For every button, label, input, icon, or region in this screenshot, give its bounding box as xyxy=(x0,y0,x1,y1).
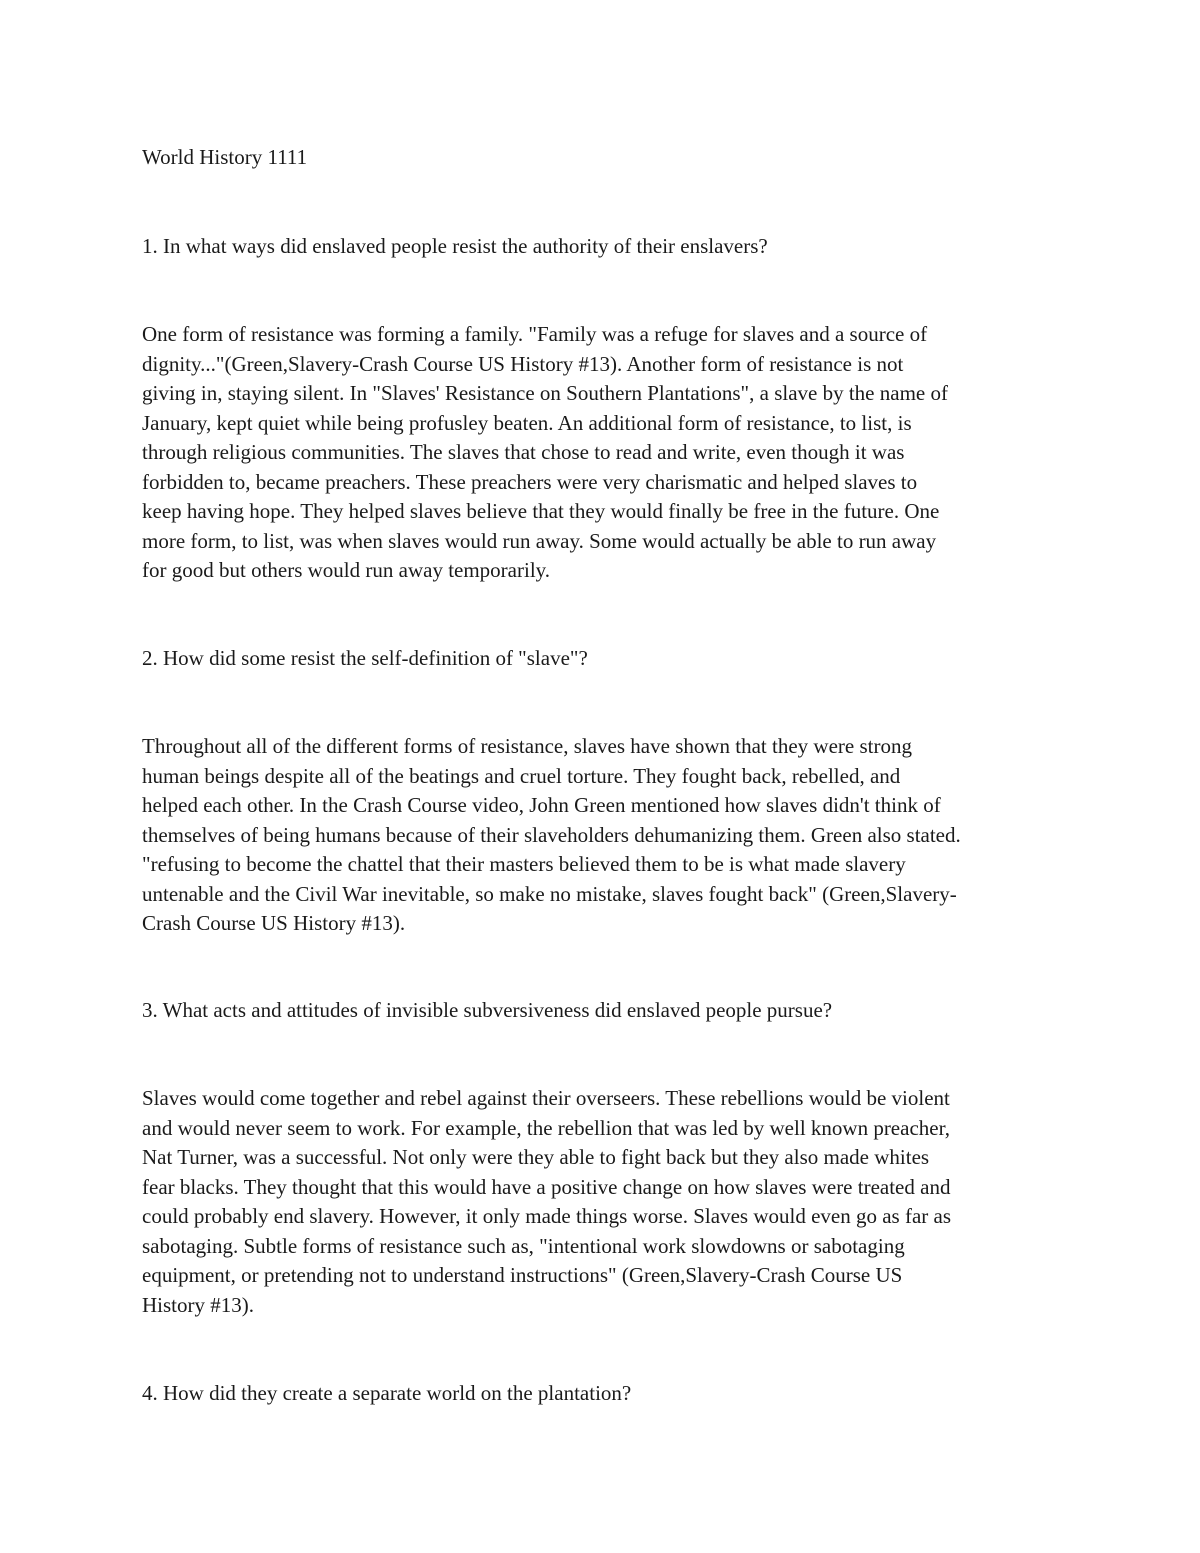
question-3: 3. What acts and attitudes of invisible subversiveness did enslaved people pursue? xyxy=(142,998,833,1022)
question-2: 2. How did some resist the self-definition of "slave"? xyxy=(142,646,588,670)
answer-2: Throughout all of the different forms of resistance, slaves have shown that they were strong human beings despite all of the beatings and cruel torture. They fought back, rebelled, and helped each other. In the Crash Course video, John Green mentioned how slaves didn't think of themselves of being humans because of their slaveholders dehumanizing them. Green also stated. "refusing to become the chattel that their masters believed them to be is what made slavery untenable and the Civil War inevitable, so make no mistake, slaves fought back" (Green,Slavery- Crash Course US History #13). xyxy=(142,734,961,935)
question-1: 1. In what ways did enslaved people resist the authority of their enslavers? xyxy=(142,234,768,258)
question-4: 4. How did they create a separate world on the plantation? xyxy=(142,1381,632,1405)
document-title: World History 1111 xyxy=(142,145,308,169)
answer-1: One form of resistance was forming a family. "Family was a refuge for slaves and a source of dignity..."(Green,Slavery-Crash Course US History #13). Another form of resistance is not giving in, staying silent. In "Slaves' Resistance on Southern Plantations", a slave by the name of January, kept quiet while being profusley beaten. An additional form of resistance, to list, is through religious communities. The slaves that chose to read and write, even though it was forbidden to, became preachers. These preachers were very charismatic and helped slaves to keep having hope. They helped slaves believe that they would finally be free in the future. One more form, to list, was when slaves would run away. Some would actually be able to run away for good but others would run away temporarily. xyxy=(142,322,948,582)
answer-3: Slaves would come together and rebel against their overseers. These rebellions would be violent and would never seem to work. For example, the rebellion that was led by well known preacher, Nat Turner, was a successful. Not only were they able to fight back but they also made whites fear blacks. They thought that this would have a positive change on how slaves were treated and could probably end slavery. However, it only made things worse. Slaves would even go as far as sabotaging. Subtle forms of resistance such as, "intentional work slowdowns or sabotaging equipment, or pretending not to understand instructions" (Green,Slavery-Crash Course US History #13). xyxy=(142,1086,952,1317)
